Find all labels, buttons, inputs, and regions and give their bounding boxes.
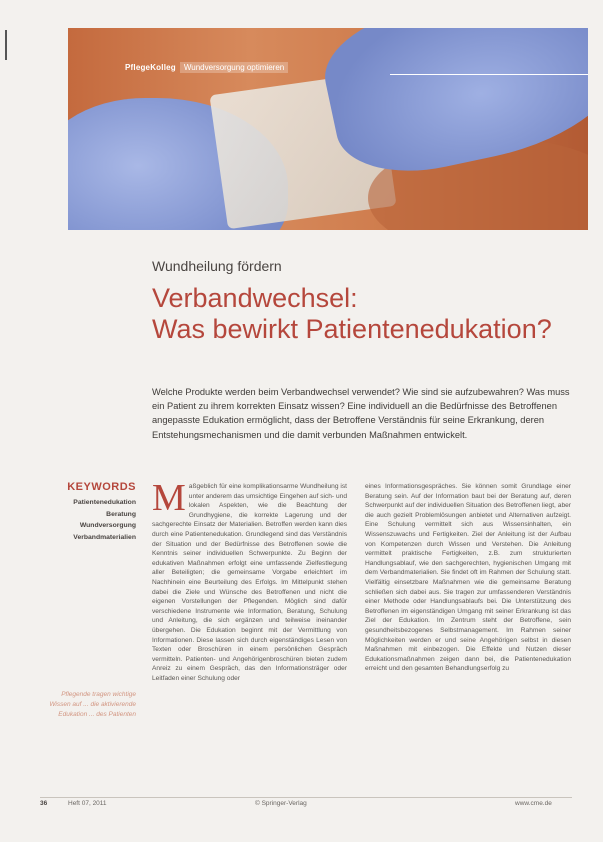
magazine-brand: PflegeKolleg bbox=[125, 62, 176, 72]
hero-photo bbox=[68, 28, 588, 230]
article-title bbox=[152, 283, 592, 345]
drop-cap: M bbox=[152, 477, 186, 519]
header-rule bbox=[390, 74, 588, 75]
keywords-list bbox=[40, 497, 136, 543]
keyword-item: Verbandmaterialien bbox=[73, 533, 136, 541]
title-line-2: Was bewirkt Patientenedukation? bbox=[152, 314, 552, 344]
page-number: 36 bbox=[40, 800, 48, 807]
keyword-item: Patientenedukation bbox=[73, 499, 136, 506]
article-kicker: Wundheilung fördern bbox=[152, 258, 282, 274]
issue-info: Heft 07, 2011 bbox=[68, 800, 107, 807]
article-lead: Welche Produkte werden beim Verbandwechsel verwendet? Wie sind sie aufzubewahren? Was muss ein Patient zu ihrem korrekten Einsatz wissen? Eine individuell an die Bedürfnisse des Betroffenen angepasste Edukation ermöglicht, dass der Betroffene Verständnis für seine Erkrankung, deren Entstehungsmechanismen und die damit verbunden Maßnahmen entwickelt. bbox=[152, 387, 570, 440]
body-column-2: eines Informationsgespräches. Sie können somit Grundlage einer Beratung sein. Auf der Information baut bei der Beratung auf, deren Schwerpunkt auf der individuellen Situation des Betroffenen liegt, aber die auch gezielt Problemlösungen anbietet und Alternativen aufzeigt. Eine Schulung vermittelt sich aus Wissensinhalten, ein Wissenszuwachs und Fertigkeiten. Ziel der Anleitung ist der Aufbau von Kompetenzen durch Wissen und Verstehen. Die Anleitung vermittelt praktische Fertigkeiten, z.B. zum strukturierten Handlungsablauf, wie den sachgerechten, hygienischen Umgang mit dem Verbandmaterialien. Sie findet oft im Rahmen der Schulung statt. Vielfältig einsetzbare Maßnahmen wie die gemeinsame Beratung schließen sich dabei aus. Sie tragen zur umfassenderen Verständnis einer Methode oder Handlungsablaufs bei. Die Unterstützung des Betroffenen im eigenständigen Umgang mit seiner Erkrankung ist das Ziel der Edukation. Im Zentrum steht der Betroffene, sein gesundheitsbezogenes Selbstmanagement. Im Rahmen seiner Möglichkeiten werden er und seine Angehörigen selbst in diesen Maßnahmen mit einbezogen. Die Effekte und Nutzen dieser Edukationsmaßnahmen zeigen dann bei, die Patientenedukation erreicht und den gesamten Behandlungserfolg zu bbox=[365, 483, 571, 673]
body-column-1 bbox=[152, 477, 347, 683]
publisher: © Springer-Verlag bbox=[255, 800, 307, 807]
page-edge-mark bbox=[5, 30, 7, 60]
keywords-heading: KEYWORDS bbox=[67, 481, 136, 493]
keyword-item: Wundversorgung bbox=[79, 522, 136, 529]
body-text-1: aßgeblich für eine komplikationsarme Wundheilung ist unter anderem das umsichtige Eingehen auf sich- und lokalen Aspekten, wie die Beachtung der Grundhygiene, die korrekte Lagerung und der sachgerechte Einsatz der Materialien. Betroffen werden kann dies durch eine Patientenedukation. Grundlegend sind das Verständnis der Situation und der Bedürfnisse des Betroffenen sowie die Kenntnis seiner individuellen Schwerpunkte. Zu Beginn der edukativen Maßnahmen erfolgt eine umfassende Zielfestlegung aller Beteiligten; die gemeinsame Vorgabe erleichtert im Nachhinein eine Beurteilung des Erfolgs. Im Mittelpunkt stehen dabei die Ziele und Wünsche des Betroffenen und nicht die eigenen Vorstellungen der Pflegenden. Möglich sind dafür verschiedene Instrumente wie Information, Beratung, Schulung und Anleitung, die sich ergänzen und teilweise ineinander übergehen. Die Edukation beginnt mit der Vermittlung von Informationen. Diese lassen sich durch eigenständiges Lesen von Texten oder Broschüren in einem persönlichen Gespräch vermitteln. Patienten- und Angehörigenbroschüren bieten zudem Anreiz zu einem Gespräch, das den Informationsträger oder Leitfaden einer Schulung oder bbox=[152, 483, 347, 682]
pull-quote: Pflegende tragen wichtige Wissen auf ... die aktivierende Edukation ... des Patienten bbox=[49, 691, 136, 718]
website: www.cme.de bbox=[515, 800, 552, 807]
footer-rule bbox=[40, 797, 572, 798]
keyword-item: Beratung bbox=[106, 510, 136, 518]
section-label: Wundversorgung optimieren bbox=[180, 62, 288, 73]
section-header bbox=[125, 60, 288, 74]
title-line-1: Verbandwechsel: bbox=[152, 283, 358, 313]
